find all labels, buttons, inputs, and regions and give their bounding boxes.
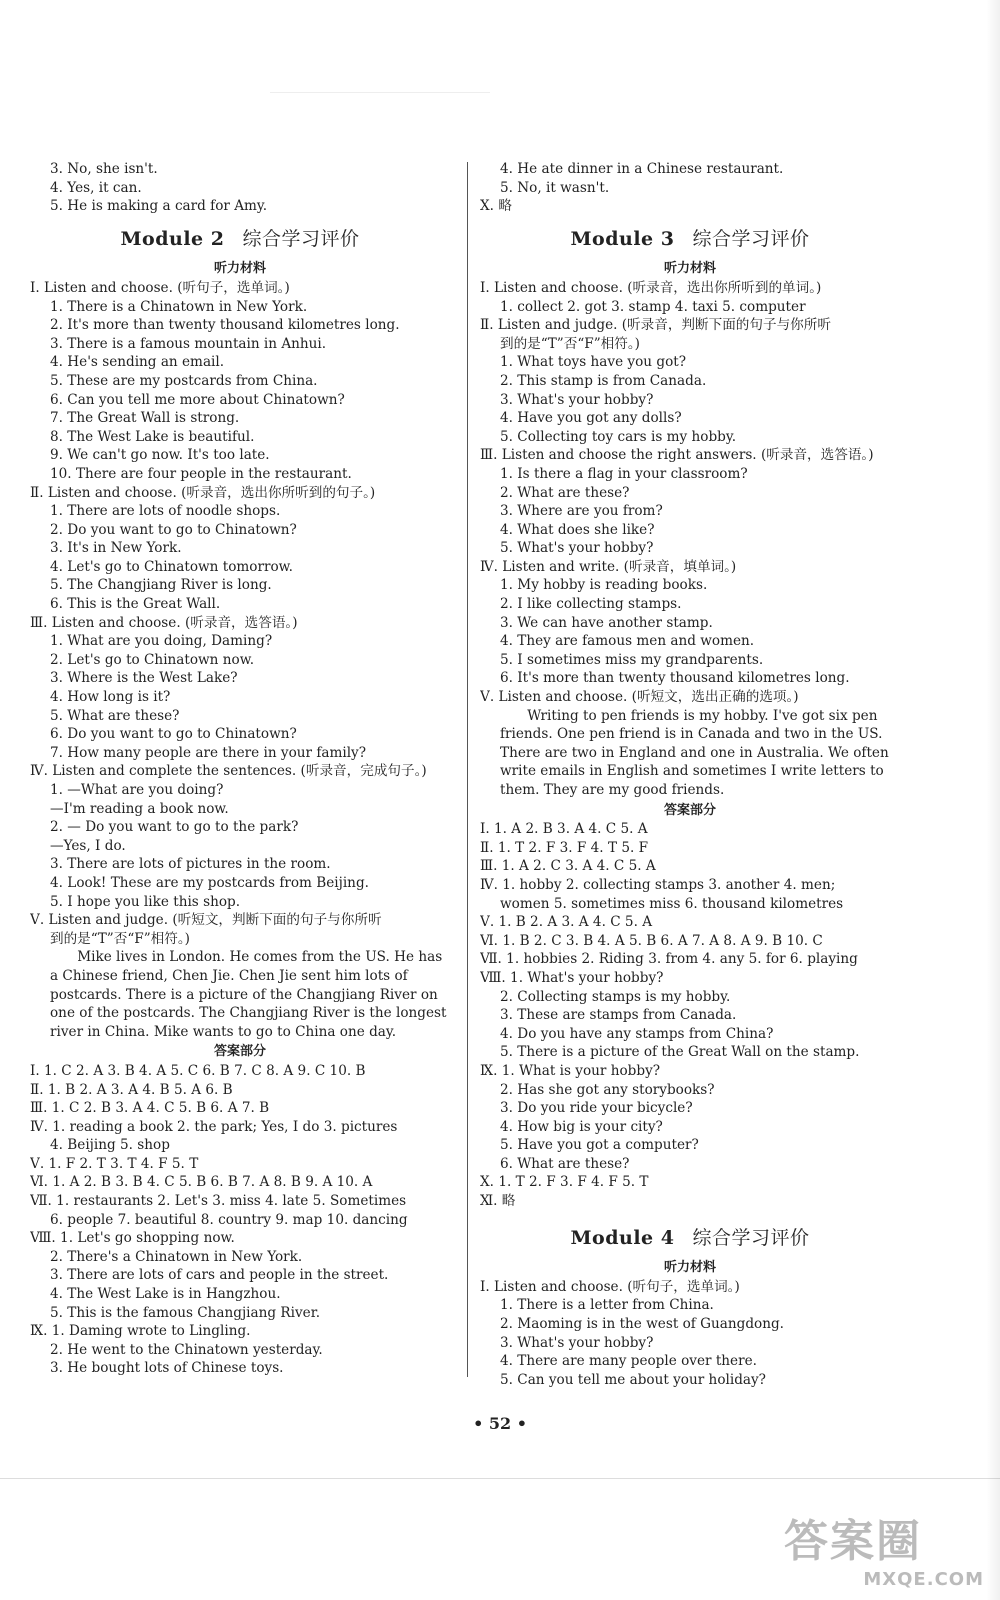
section-heading: Ⅴ. Listen and judge. (听短文，判断下面的句子与你所听 bbox=[30, 912, 382, 929]
list-item: 10. There are four people in the restaurant. bbox=[50, 465, 352, 482]
answer-line: 3. There are lots of cars and people in the street. bbox=[50, 1267, 389, 1284]
listening-heading: 听力材料 bbox=[663, 1260, 716, 1276]
answer-line: 5. Have you got a computer? bbox=[500, 1137, 699, 1154]
watermark-url: MXQE.COM bbox=[863, 1569, 984, 1590]
list-item: 3. Where are you from? bbox=[500, 503, 663, 520]
list-item: 2. — Do you want to go to the park? bbox=[50, 819, 299, 836]
list-item: 1. Is there a flag in your classroom? bbox=[500, 465, 748, 482]
answers-heading: 答案部分 bbox=[663, 802, 716, 818]
list-item: 4. Look! These are my postcards from Beijing. bbox=[50, 874, 369, 891]
listening-heading: 听力材料 bbox=[213, 261, 266, 277]
module-3-title: Module 3 综合学习评价 bbox=[570, 227, 810, 250]
list-item: 7. The Great Wall is strong. bbox=[50, 410, 240, 427]
list-item: 8. The West Lake is beautiful. bbox=[50, 428, 255, 445]
section-heading: Ⅳ. Listen and write. (听录音，填单词。) bbox=[480, 558, 737, 575]
section-heading: Ⅰ. Listen and choose. (听句子，选单词。) bbox=[30, 279, 290, 296]
answer-line: Ⅵ. 1. B 2. C 3. B 4. A 5. B 6. A 7. A 8. A 9. B 10. C bbox=[480, 932, 823, 949]
section-heading: Ⅰ. Listen and choose. (听句子，选单词。) bbox=[480, 1278, 740, 1295]
list-item: 1. There are lots of noodle shops. bbox=[50, 503, 281, 520]
scan-edge-shadow bbox=[986, 0, 1000, 1600]
answer-line: 4. The West Lake is in Hangzhou. bbox=[50, 1286, 281, 1303]
module-2-title: Module 2 综合学习评价 bbox=[120, 227, 360, 250]
left-column bbox=[30, 160, 450, 1378]
answer-line: women 5. sometimes miss 6. thousand kilometres bbox=[500, 895, 844, 912]
list-item: 1. What are you doing, Daming? bbox=[50, 633, 273, 650]
section-heading: Ⅳ. Listen and complete the sentences. (听录音，完成句子。) bbox=[30, 763, 427, 780]
text-line: 5. No, it wasn't. bbox=[500, 179, 610, 196]
list-item: 6. This is the Great Wall. bbox=[50, 596, 221, 613]
answer-line: Ⅵ. 1. A 2. B 3. B 4. C 5. B 6. B 7. A 8. B 9. A 10. A bbox=[30, 1174, 373, 1191]
list-item: 5. Can you tell me about your holiday? bbox=[500, 1371, 766, 1388]
list-item: 9. We can't go now. It's too late. bbox=[50, 447, 270, 464]
answer-line: Ⅸ. 1. Daming wrote to Lingling. bbox=[30, 1323, 251, 1340]
section-heading: Ⅰ. Listen and choose. (听录音，选出你所听到的单词。) bbox=[480, 279, 822, 296]
list-item: 4. How long is it? bbox=[50, 689, 171, 706]
answer-line: Ⅱ. 1. T 2. F 3. F 4. T 5. F bbox=[480, 839, 649, 856]
text-line: 3. No, she isn't. bbox=[50, 161, 158, 177]
section-heading-cont: 到的是“T”否“F”相符。) bbox=[50, 930, 190, 947]
answer-line: 6. people 7. beautiful 8. country 9. map 10. dancing bbox=[50, 1211, 408, 1228]
answer-line: Ⅳ. 1. reading a book 2. the park; Yes, I do 3. pictures bbox=[30, 1118, 398, 1135]
answer-line: Ⅰ. 1. C 2. A 3. B 4. A 5. C 6. B 7. C 8. A 9. C 10. B bbox=[30, 1062, 366, 1079]
list-item: 1. —What are you doing? bbox=[50, 782, 224, 798]
page-number: • 52 • bbox=[473, 1414, 527, 1433]
section-heading: Ⅴ. Listen and choose. (听短文，选出正确的选项。) bbox=[480, 689, 799, 706]
list-item: 1. There is a letter from China. bbox=[500, 1297, 714, 1314]
list-item: 3. What's your hobby? bbox=[500, 391, 654, 408]
list-item: 6. It's more than twenty thousand kilometres long. bbox=[500, 670, 850, 687]
answer-line: Ⅷ. 1. Let's go shopping now. bbox=[30, 1230, 235, 1247]
list-item: 2. I like collecting stamps. bbox=[500, 596, 682, 613]
answer-line: Ⅴ. 1. F 2. T 3. T 4. F 5. T bbox=[30, 1155, 199, 1172]
answer-line: 2. There's a Chinatown in New York. bbox=[50, 1248, 303, 1265]
list-item: 3. There are lots of pictures in the room. bbox=[50, 856, 331, 873]
answer-line: 2. Collecting stamps is my hobby. bbox=[500, 988, 731, 1005]
answer-line: Ⅲ. 1. A 2. C 3. A 4. C 5. A bbox=[480, 858, 656, 875]
list-item: 3. It's in New York. bbox=[50, 540, 182, 557]
list-item: 5. What are these? bbox=[50, 707, 180, 724]
answers-heading: 答案部分 bbox=[213, 1044, 266, 1060]
module-4-title: Module 4 综合学习评价 bbox=[570, 1226, 810, 1249]
answer-line: 3. These are stamps from Canada. bbox=[500, 1007, 737, 1024]
section-heading: Ⅲ. Listen and choose. (听录音，选答语。) bbox=[30, 614, 298, 631]
text-line: 4. Yes, it can. bbox=[50, 179, 142, 196]
list-item: 2. This stamp is from Canada. bbox=[500, 372, 707, 389]
list-item: 3. There is a famous mountain in Anhui. bbox=[50, 335, 327, 352]
column-divider bbox=[467, 162, 468, 1377]
list-item: 1. My hobby is reading books. bbox=[500, 577, 708, 594]
section-heading: Ⅱ. Listen and judge. (听录音，判断下面的句子与你所听 bbox=[480, 317, 831, 334]
list-item: —I'm reading a book now. bbox=[50, 800, 229, 817]
list-item: 5. I sometimes miss my grandparents. bbox=[500, 651, 764, 668]
answer-line: Ⅶ. 1. restaurants 2. Let's 3. miss 4. late 5. Sometimes bbox=[30, 1193, 407, 1210]
text-line: 4. He ate dinner in a Chinese restaurant. bbox=[500, 161, 784, 177]
answer-line: Ⅱ. 1. B 2. A 3. A 4. B 5. A 6. B bbox=[30, 1081, 233, 1098]
list-item: —Yes, I do. bbox=[50, 837, 126, 854]
list-item: 4. Have you got any dolls? bbox=[500, 410, 682, 427]
top-rule bbox=[270, 92, 490, 93]
list-item: 2. What are these? bbox=[500, 484, 630, 501]
passage: Mike lives in London. He comes from the US. He has a Chinese friend, Chen Jie. Chen Jie sent him lots of postcards. There is a picture of the Changjiang River on one of the postcards. The Changjiang River is the longest river in China. Mike wants to go to China one day. bbox=[50, 949, 447, 1040]
list-item: 2. It's more than twenty thousand kilometres long. bbox=[50, 317, 400, 334]
answer-line: Ⅸ. 1. What is your hobby? bbox=[480, 1062, 661, 1079]
list-item: 4. He's sending an email. bbox=[50, 354, 225, 371]
watermark-logo bbox=[784, 1505, 984, 1590]
list-item: 1. There is a Chinatown in New York. bbox=[50, 298, 308, 315]
list-item: 4. There are many people over there. bbox=[500, 1353, 757, 1370]
answer-line: Ⅹ. 1. T 2. F 3. F 4. F 5. T bbox=[480, 1174, 649, 1191]
list-item: 2. Let's go to Chinatown now. bbox=[50, 651, 255, 668]
answer-line: Ⅶ. 1. hobbies 2. Riding 3. from 4. any 5. for 6. playing bbox=[480, 951, 858, 968]
list-item: 5. These are my postcards from China. bbox=[50, 372, 318, 389]
list-item: 4. What does she like? bbox=[500, 521, 655, 538]
passage: Writing to pen friends is my hobby. I've got six pen friends. One pen friend is in Canada and two in the US. There are two in England and one in Australia. We often write emails in English and sometimes I write letters to them. They are my good friends. bbox=[500, 707, 889, 798]
answer-line: 5. There is a picture of the Great Wall on the stamp. bbox=[500, 1044, 860, 1061]
list-item: 5. What's your hobby? bbox=[500, 540, 654, 557]
answer-line: 2. Has she got any storybooks? bbox=[500, 1081, 715, 1098]
list-item: 1. What toys have you got? bbox=[500, 354, 687, 371]
list-item: 4. Let's go to Chinatown tomorrow. bbox=[50, 558, 294, 575]
list-item: 3. We can have another stamp. bbox=[500, 614, 713, 631]
list-item: 2. Maoming is in the west of Guangdong. bbox=[500, 1316, 784, 1333]
answer-line: 4. How big is your city? bbox=[500, 1118, 663, 1135]
answer-line: 4. Beijing 5. shop bbox=[50, 1137, 170, 1154]
list-item: 5. The Changjiang River is long. bbox=[50, 577, 272, 594]
text-line: Ⅹ. 略 bbox=[480, 198, 512, 215]
answer-line: Ⅲ. 1. C 2. B 3. A 4. C 5. B 6. A 7. B bbox=[30, 1100, 270, 1117]
answer-line: Ⅺ. 略 bbox=[480, 1193, 516, 1210]
list-item: 5. Collecting toy cars is my hobby. bbox=[500, 428, 737, 445]
listening-heading: 听力材料 bbox=[663, 261, 716, 277]
answer-line: Ⅴ. 1. B 2. A 3. A 4. C 5. A bbox=[480, 914, 653, 931]
list-item: 2. Do you want to go to Chinatown? bbox=[50, 521, 297, 538]
list-item: 3. What's your hobby? bbox=[500, 1334, 654, 1351]
answer-line: 2. He went to the Chinatown yesterday. bbox=[50, 1341, 323, 1358]
section-heading: Ⅱ. Listen and choose. (听录音，选出你所听到的句子。) bbox=[30, 484, 376, 501]
answer-line: Ⅳ. 1. hobby 2. collecting stamps 3. another 4. men; bbox=[480, 876, 836, 893]
answer-line: 3. Do you ride your bicycle? bbox=[500, 1100, 693, 1117]
right-column bbox=[480, 160, 900, 1389]
answer-line: 6. What are these? bbox=[500, 1155, 630, 1172]
answer-line: 3. He bought lots of Chinese toys. bbox=[50, 1360, 284, 1377]
list-item: 7. How many people are there in your family? bbox=[50, 744, 367, 761]
answer-line: Ⅷ. 1. What's your hobby? bbox=[480, 969, 664, 986]
footer-rule bbox=[0, 1478, 1000, 1479]
answer-line: Ⅰ. 1. A 2. B 3. A 4. C 5. A bbox=[480, 821, 648, 838]
list-item: 6. Can you tell me more about Chinatown? bbox=[50, 391, 345, 408]
list-item: 3. Where is the West Lake? bbox=[50, 670, 238, 687]
section-heading: Ⅲ. Listen and choose the right answers. (听录音，选答语。) bbox=[480, 447, 874, 464]
list-item: 5. I hope you like this shop. bbox=[50, 893, 241, 910]
section-heading-cont: 到的是“T”否“F”相符。) bbox=[500, 335, 640, 352]
answer-line: 5. This is the famous Changjiang River. bbox=[50, 1304, 321, 1321]
watermark-text: 答案圈 bbox=[784, 1516, 922, 1567]
answer-line: 4. Do you have any stamps from China? bbox=[500, 1025, 774, 1042]
list-item: 4. They are famous men and women. bbox=[500, 633, 755, 650]
text-line: 5. He is making a card for Amy. bbox=[50, 198, 268, 215]
list-item: 6. Do you want to go to Chinatown? bbox=[50, 726, 297, 743]
list-item: 1. collect 2. got 3. stamp 4. taxi 5. computer bbox=[500, 298, 806, 315]
